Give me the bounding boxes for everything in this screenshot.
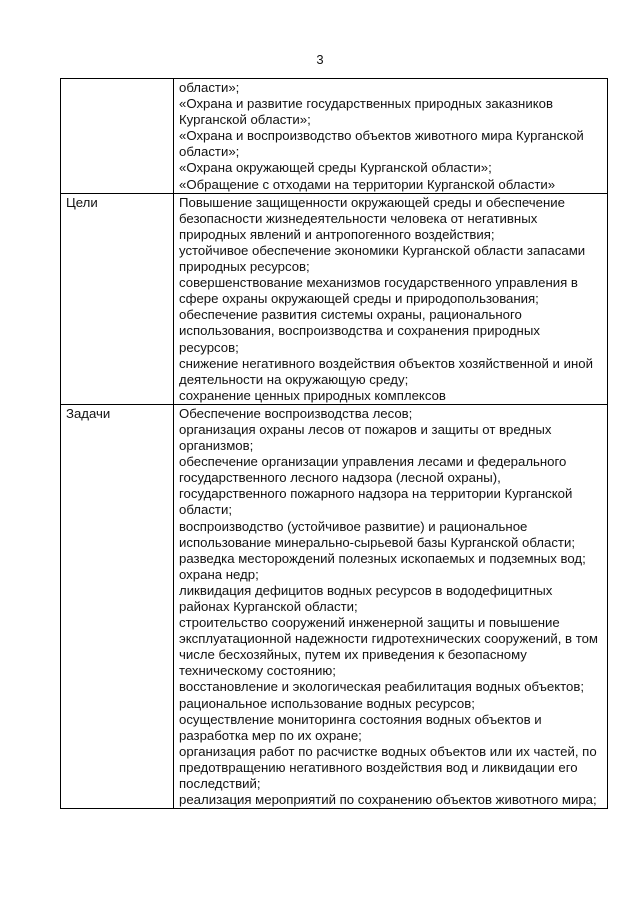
list-item: рациональное использование водных ресурсов;: [179, 695, 475, 711]
page-number: 3: [316, 52, 324, 67]
list-item: «Охрана и развитие государственных природных заказников Курганской области»;: [179, 96, 553, 128]
table-row: [61, 193, 608, 404]
row-content: [174, 404, 608, 808]
list-item: разведка месторождений полезных ископаемых и подземных вод;: [179, 550, 586, 566]
list-item: области»;: [179, 80, 240, 95]
row-label: Цели: [61, 193, 174, 404]
table-row: [61, 404, 608, 808]
list-item: организация работ по расчистке водных объектов или их частей, по предотвращению негативного воздействия вод и ликвидации его последствий;: [179, 743, 597, 792]
row-content: [174, 193, 608, 404]
list-item: реализация мероприятий по сохранению объектов животного мира;: [179, 792, 597, 808]
list-item: охрана недр;: [179, 566, 259, 582]
list-item: устойчивое обеспечение экономики Курганской области запасами природных ресурсов;: [179, 242, 586, 275]
passport-table: [60, 78, 608, 809]
list-item: обеспечение развития системы охраны, рационального использования, воспроизводства и сохранения природных ресурсов;: [179, 307, 540, 355]
row-content: [174, 79, 608, 194]
list-item: совершенствование механизмов государственного управления в сфере охраны окружающей среды и природопользования;: [179, 275, 578, 307]
list-item: «Обращение с отходами на территории Курганской области»: [179, 176, 556, 192]
list-item: строительство сооружений инженерной защиты и повышение эксплуатационной надежности гидротехнических сооружений, в том числе бесхозяйных, путем их приведения к безопасному техническому состоянию;: [179, 615, 598, 679]
list-item: снижение негативного воздействия объектов хозяйственной и иной деятельности на окружающую среду;: [179, 355, 593, 387]
list-item: восстановление и экологическая реабилитация водных объектов;: [179, 679, 585, 695]
row-label: Задачи: [61, 404, 174, 808]
list-item: Обеспечение воспроизводства лесов;: [179, 405, 413, 421]
list-item: осуществление мониторинга состояния водных объектов и разработка мер по их охране;: [179, 711, 542, 743]
list-item: «Охрана окружающей среды Курганской области»;: [179, 160, 492, 176]
list-item: организация охраны лесов от пожаров и защиты от вредных организмов;: [179, 421, 552, 454]
list-item: сохранение ценных природных комплексов: [179, 387, 446, 403]
table-row: [61, 79, 608, 194]
list-item: «Охрана и воспроизводство объектов животного мира Курганской области»;: [179, 128, 584, 160]
list-item: обеспечение организации управления лесами и федерального государственного лесного надзора (лесной охраны), государственного пожарного надзора на территории Курганской области;: [179, 454, 573, 518]
row-label: [61, 79, 174, 194]
list-item: ликвидация дефицитов водных ресурсов в вододефицитных районах Курганской области;: [179, 582, 553, 614]
list-item: воспроизводство (устойчивое развитие) и рациональное использование минерально-сырьевой базы Курганской области;: [179, 518, 575, 550]
list-item: Повышение защищенности окружающей среды и обеспечение безопасности жизнедеятельности человека от негативных природных явлений и антропогенного воздействия;: [179, 194, 565, 242]
